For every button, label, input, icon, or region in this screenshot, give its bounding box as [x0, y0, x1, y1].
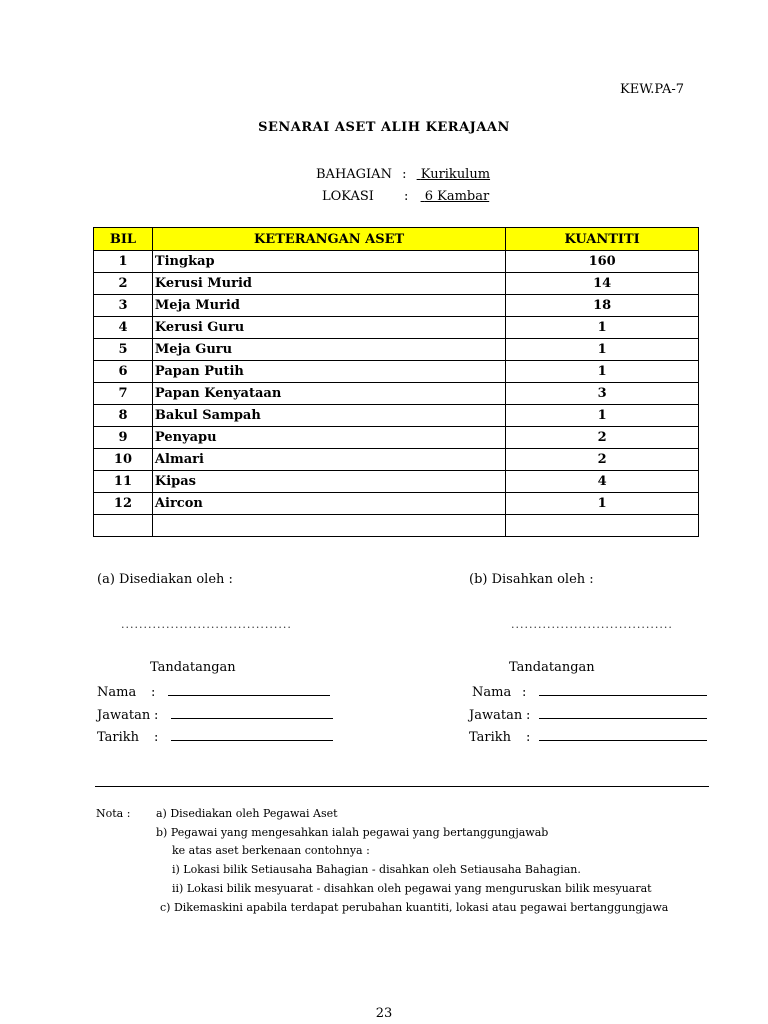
note-b-i: i) Lokasi bilik Setiausaha Bahagian - disahkan oleh Setiausaha Bahagian. — [172, 863, 581, 876]
table-row — [94, 273, 699, 295]
bahagian-value: Kurikulum — [420, 167, 491, 182]
approved-tarikh-line — [539, 728, 707, 741]
row-bil: 11 — [94, 471, 153, 493]
lokasi-row: LOKASI : 6 Kambar — [322, 189, 490, 204]
row-kuantiti: 160 — [506, 251, 699, 273]
table-row — [94, 405, 699, 427]
approved-jawatan-row: Jawatan : — [469, 706, 707, 723]
prepared-by-heading: (a) Disediakan oleh : — [97, 572, 233, 587]
row-aset: Kerusi Murid — [152, 273, 505, 295]
row-kuantiti: 1 — [506, 317, 699, 339]
header-keterangan: KETERANGAN ASET — [152, 228, 505, 251]
approved-signature-dots: .................................... — [511, 618, 673, 631]
approved-nama-row: Nama : — [472, 683, 707, 700]
table-row — [94, 427, 699, 449]
row-bil: 9 — [94, 427, 153, 449]
note-c: c) Dikemaskini apabila terdapat perubahan kuantiti, lokasi atau pegawai bertanggungjawa — [160, 901, 669, 914]
row-kuantiti: 1 — [506, 361, 699, 383]
row-bil — [94, 515, 153, 537]
note-b-line1: b) Pegawai yang mengesahkan ialah pegawai yang bertanggungjawab — [156, 826, 549, 839]
prepared-jawatan-label: Jawatan — [97, 708, 151, 723]
row-kuantiti: 18 — [506, 295, 699, 317]
table-row — [94, 383, 699, 405]
table-row — [94, 317, 699, 339]
prepared-signature-dots: ...................................... — [121, 618, 292, 631]
prepared-tarikh-row: Tarikh : — [97, 728, 333, 745]
row-kuantiti: 4 — [506, 471, 699, 493]
row-aset: Meja Murid — [152, 295, 505, 317]
header-bil: BIL — [94, 228, 153, 251]
note-a: a) Disediakan oleh Pegawai Aset — [156, 807, 338, 820]
row-kuantiti: 3 — [506, 383, 699, 405]
row-bil: 3 — [94, 295, 153, 317]
page-number: 23 — [375, 1006, 393, 1021]
row-kuantiti: 2 — [506, 427, 699, 449]
row-aset: Meja Guru — [152, 339, 505, 361]
row-kuantiti: 14 — [506, 273, 699, 295]
row-bil: 8 — [94, 405, 153, 427]
table-row — [94, 339, 699, 361]
row-aset: Almari — [152, 449, 505, 471]
row-bil: 6 — [94, 361, 153, 383]
prepared-nama-label: Nama — [97, 685, 137, 700]
table-row — [94, 471, 699, 493]
approved-nama-line — [539, 683, 707, 696]
approved-jawatan-label: Jawatan — [469, 708, 523, 723]
notes-label: Nota : — [96, 807, 131, 820]
prepared-tarikh-label: Tarikh — [97, 730, 140, 745]
approved-by-heading: (b) Disahkan oleh : — [469, 572, 594, 587]
asset-table — [93, 227, 699, 537]
note-b-ii: ii) Lokasi bilik mesyuarat - disahkan oleh pegawai yang menguruskan bilik mesyuarat — [172, 882, 652, 895]
prepared-signature-label: Tandatangan — [150, 660, 236, 675]
row-aset: Papan Putih — [152, 361, 505, 383]
row-bil: 4 — [94, 317, 153, 339]
row-bil: 7 — [94, 383, 153, 405]
approved-signature-label: Tandatangan — [509, 660, 595, 675]
row-aset: Bakul Sampah — [152, 405, 505, 427]
row-aset — [152, 515, 505, 537]
table-row — [94, 493, 699, 515]
row-aset: Papan Kenyataan — [152, 383, 505, 405]
row-aset: Tingkap — [152, 251, 505, 273]
approved-nama-label: Nama — [472, 685, 512, 700]
document-title: SENARAI ASET ALIH KERAJAAN — [258, 120, 510, 135]
lokasi-label: LOKASI — [322, 189, 374, 204]
row-bil: 12 — [94, 493, 153, 515]
table-row — [94, 295, 699, 317]
row-bil: 1 — [94, 251, 153, 273]
table-header-row — [94, 228, 699, 251]
form-code: KEW.PA-7 — [620, 82, 685, 97]
row-kuantiti: 1 — [506, 339, 699, 361]
prepared-nama-line — [168, 683, 330, 696]
row-kuantiti: 1 — [506, 405, 699, 427]
table-row — [94, 361, 699, 383]
bahagian-label: BAHAGIAN — [316, 167, 392, 182]
approved-tarikh-label: Tarikh — [469, 730, 512, 745]
prepared-tarikh-line — [171, 728, 333, 741]
header-kuantiti: KUANTITI — [506, 228, 699, 251]
row-kuantiti: 2 — [506, 449, 699, 471]
table-row — [94, 515, 699, 537]
row-bil: 2 — [94, 273, 153, 295]
row-kuantiti: 1 — [506, 493, 699, 515]
row-aset: Penyapu — [152, 427, 505, 449]
table-row — [94, 449, 699, 471]
prepared-nama-row: Nama : — [97, 683, 330, 700]
asset-table-body — [94, 251, 699, 537]
approved-tarikh-row: Tarikh : — [469, 728, 707, 745]
row-bil: 5 — [94, 339, 153, 361]
approved-jawatan-line — [539, 706, 707, 719]
table-row — [94, 251, 699, 273]
bahagian-row: BAHAGIAN : Kurikulum — [316, 167, 491, 182]
prepared-jawatan-row: Jawatan : — [97, 706, 333, 723]
lokasi-value: 6 Kambar — [424, 189, 490, 204]
divider-line — [95, 786, 709, 787]
row-aset: Kipas — [152, 471, 505, 493]
row-aset: Aircon — [152, 493, 505, 515]
note-b-line2: ke atas aset berkenaan contohnya : — [172, 844, 370, 857]
row-bil: 10 — [94, 449, 153, 471]
row-kuantiti — [506, 515, 699, 537]
prepared-jawatan-line — [171, 706, 333, 719]
row-aset: Kerusi Guru — [152, 317, 505, 339]
